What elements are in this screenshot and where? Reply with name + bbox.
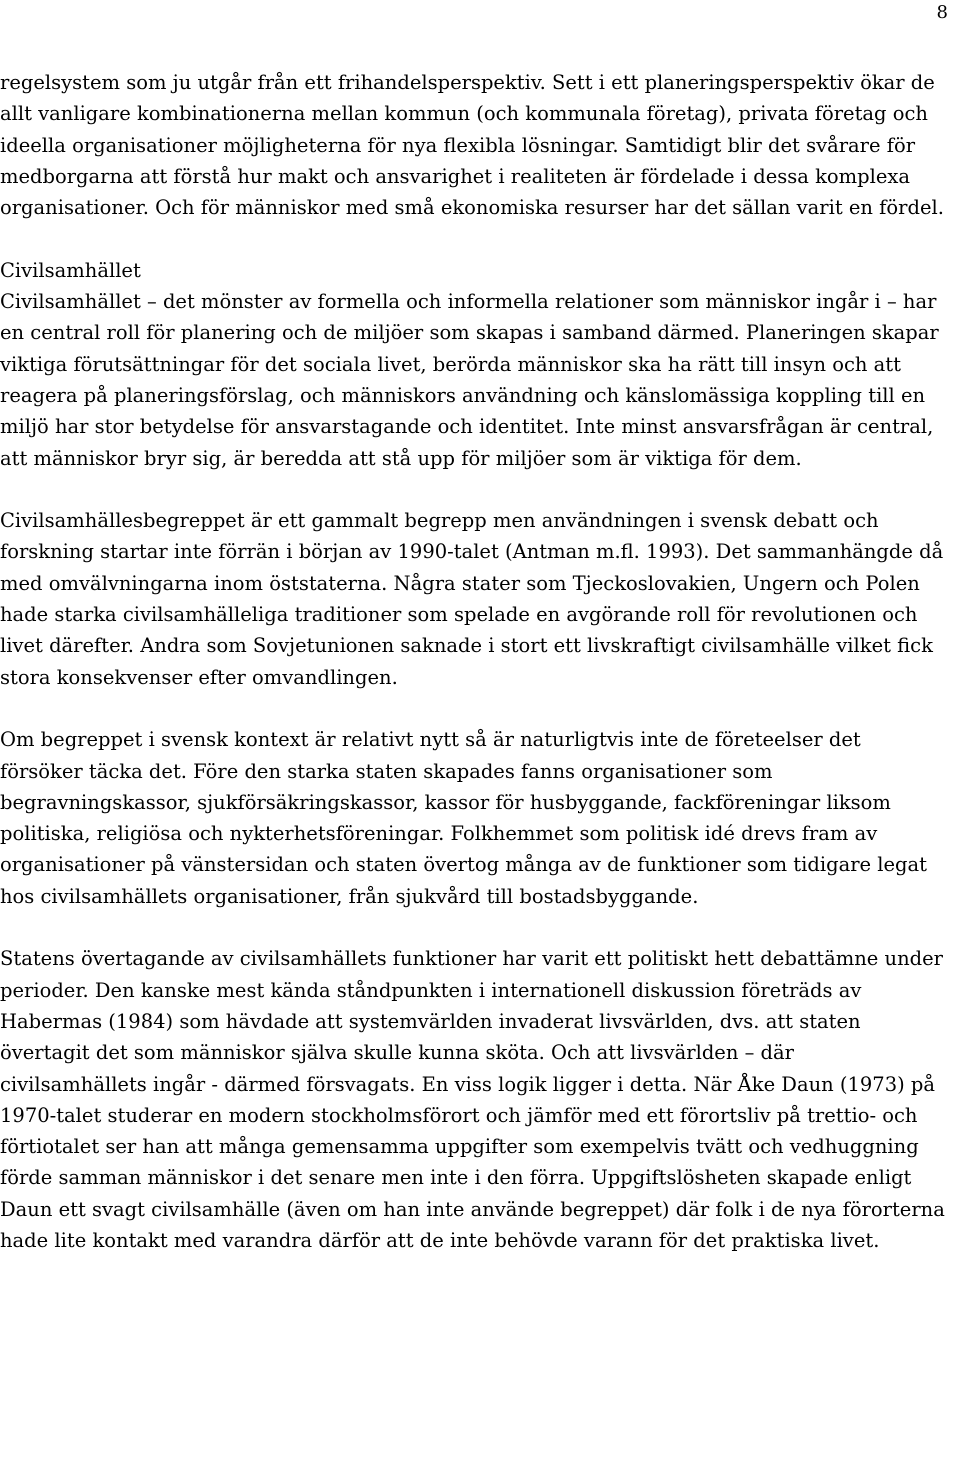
document-body [0, 67, 945, 1288]
body-paragraph: Statens övertagande av civilsamhällets funktioner har varit ett politiskt hett debattämne under perioder. Den kanske mest kända ståndpunkten i internationell diskussion företräds av Habermas (1984) som hävdade att systemvärlden invaderat livsvärlden, dvs. att staten övertagit det som människor själva skulle kunna sköta. Och att livsvärlden – där civilsamhällets ingår - därmed försvagats. En viss logik ligger i detta. När Åke Daun (1973) på 1970-talet studerar en modern stockholmsförort och jämför med ett förortsliv på trettio- och förtiotalet ser han att många gemensamma uppgifter som exempelvis tvätt och vedhuggning förde samman människor i det senare men inte i den förra. Uppgiftslösheten skapade enligt Daun ett svagt civilsamhälle (även om han inte använde begreppet) där folk i de nya förorterna hade lite kontakt med varandra därför att de inte behövde varann för det praktiska livet. [0, 947, 945, 1252]
page-number: 8 [936, 2, 948, 23]
section-heading: Civilsamhället [0, 258, 141, 282]
body-paragraph: Om begreppet i svensk kontext är relativt nytt så är naturligtvis inte de företeelser det försöker täcka det. Före den starka staten skapades fanns organisationer som begravningskassor, sjukförsäkringskassor, kassor för husbyggande, fackföreningar liksom politiska, religiösa och nykterhetsföreningar. Folkhemmet som politisk idé drevs fram av organisationer på vänstersidan och staten övertog många av de funktioner som tidigare legat hos civilsamhällets organisationer, från sjukvård till bostadsbyggande. [0, 728, 927, 908]
body-paragraph: Civilsamhället – det mönster av formella och informella relationer som människor ingår i – har en central roll för planering och de miljöer som skapas i samband därmed. Planeringen skapar viktiga förutsättningar för det sociala livet, berörda människor ska ha rätt till insyn och att reagera på planeringsförslag, och människors användning och känslomässiga koppling till en miljö har stor betydelse för ansvarstagande och identitet. Inte minst ansvarsfrågan är central, att människor bryr sig, är beredda att stå upp för miljöer som är viktiga för dem. [0, 290, 939, 470]
body-paragraph: Civilsamhällesbegreppet är ett gammalt begrepp men användningen i svensk debatt och forskning startar inte förrän i början av 1990-talet (Antman m.fl. 1993). Det sammanhängde då med omvälvningarna inom öststaterna. Några stater som Tjeckoslovakien, Ungern och Polen hade starka civilsamhälleliga traditioner som spelade en avgörande roll för revolutionen och livet därefter. Andra som Sovjetunionen saknade i stort ett livskraftigt civilsamhälle vilket fick stora konsekvenser efter omvandlingen. [0, 509, 944, 689]
intro-paragraph: regelsystem som ju utgår från ett frihandelsperspektiv. Sett i ett planeringsperspektiv ökar de allt vanligare kombinationerna mellan kommun (och kommunala företag), privata företag och ideella organisationer möjligheterna för nya flexibla lösningar. Samtidigt blir det svårare för medborgarna att förstå hur makt och ansvarighet i realiteten är fördelade i dessa komplexa organisationer. Och för människor med små ekonomiska resurser har det sällan varit en fördel. [0, 71, 944, 220]
section-civilsamhallet [0, 255, 945, 474]
